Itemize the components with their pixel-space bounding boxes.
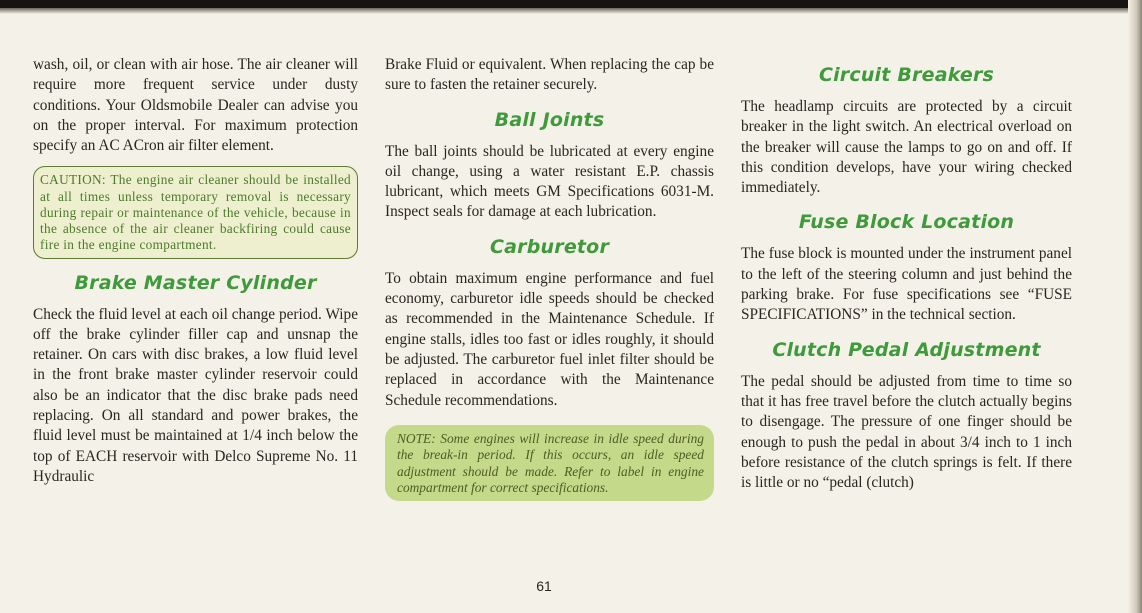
carburetor-paragraph: To obtain maximum engine performance and fuel economy, carburetor idle speeds should be checked as recommended in the Maintenance Schedule. If engine stalls, idles too fast or idles roughly, it should be adjusted. The carburetor fuel inlet filter should be replaced in accordance with the Maintenance Schedule recommendations.: [385, 269, 714, 409]
page-top-edge: [0, 0, 1142, 8]
ball-joints-paragraph: The ball joints should be lubricated at every engine oil change, using a water resistant E.P. chassis lubricant, which meets GM Specifications 6031-M. Inspect seals for damage at each lubrication.: [385, 142, 714, 221]
column-middle: [385, 55, 714, 501]
heading-brake-master-cylinder: Brake Master Cylinder: [74, 271, 317, 294]
column-right: [741, 55, 1072, 493]
circuit-breakers-paragraph: The headlamp circuits are protected by a circuit breaker in the light switch. An electrical overload on the breaker will cause the lamps to go on and off. If this condition develops, have your wiring checked immediately.: [741, 98, 1072, 197]
caution-box: CAUTION: The engine air cleaner should be installed at all times unless temporary removal is necessary during repair or maintenance of the vehicle, because in the absence of the air cleaner backfiring could cause fire in the engine compartment.: [33, 166, 358, 258]
air-cleaner-paragraph: wash, oil, or clean with air hose. The air cleaner will require more frequent service under dusty conditions. Your Oldsmobile Dealer can advise you on the proper interval. For maximum protection specify an AC ACron air filter element.: [33, 56, 358, 155]
brake-master-cylinder-paragraph: Check the fluid level at each oil change period. Wipe off the brake cylinder filler cap and unsnap the retainer. On cars with disc brakes, a low fluid level in the front brake master cylinder reservoir could also be an indicator that the disc brake pads need replacing. On all standard and power brakes, the fluid level must be maintained at 1/4 inch below the top of EACH reservoir with Delco Supreme No. 11 Hydraulic: [33, 305, 358, 485]
note-box: NOTE: Some engines will increase in idle speed during the break-in period. If this occurs, an idle speed adjustment should be made. Refer to label in engine compartment for correct specifications.: [385, 425, 714, 502]
heading-clutch-pedal-adjustment: Clutch Pedal Adjustment: [772, 338, 1041, 361]
page-top-shadow: [0, 8, 1142, 14]
page-right-edge: [1128, 0, 1142, 613]
brake-fluid-continued-paragraph: Brake Fluid or equivalent. When replacing the cap be sure to fasten the retainer securely.: [385, 56, 714, 94]
heading-circuit-breakers: Circuit Breakers: [818, 64, 995, 86]
clutch-pedal-paragraph: The pedal should be adjusted from time to time so that it has free travel before the clutch actually begins to disengage. The pressure of one finger should be enough to push the pedal in about 3/4 inch to 1 inch before resistance of the clutch springs is felt. If there is little or no “pedal (clutch): [741, 372, 1072, 492]
page-number: 61: [536, 578, 552, 594]
column-left: [33, 55, 358, 487]
heading-carburetor: Carburetor: [489, 235, 610, 258]
heading-fuse-block-location: Fuse Block Location: [798, 211, 1015, 234]
fuse-block-paragraph: The fuse block is mounted under the instrument panel to the left of the steering column and just behind the parking brake. For fuse specifications see “FUSE SPECIFICATIONS” in the technical section.: [741, 245, 1072, 324]
heading-ball-joints: Ball Joints: [494, 108, 605, 131]
